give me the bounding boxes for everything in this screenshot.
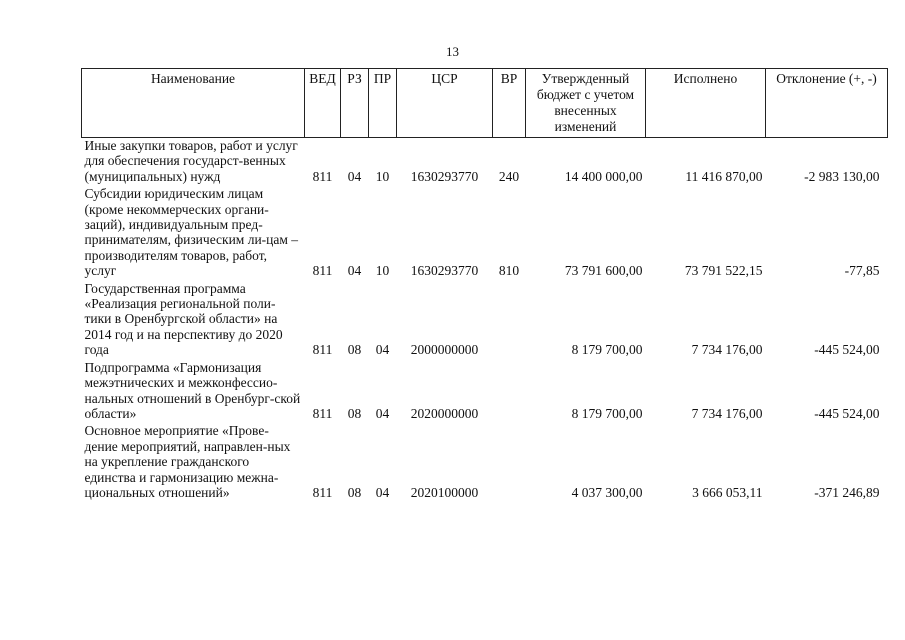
row-rz: 08 bbox=[347, 342, 362, 358]
row-executed: 7 734 176,00 bbox=[691, 405, 763, 421]
row-rz: 08 bbox=[347, 484, 362, 500]
table-row bbox=[82, 423, 888, 502]
table-row bbox=[82, 138, 888, 187]
row-pr: 04 bbox=[375, 405, 390, 421]
budget-execution-table bbox=[81, 68, 888, 502]
row-deviation: -445 524,00 bbox=[814, 342, 880, 358]
row-csr: 2020100000 bbox=[410, 484, 479, 500]
header-row bbox=[82, 69, 888, 138]
row-deviation: -2 983 130,00 bbox=[804, 168, 880, 184]
row-vr: 810 bbox=[498, 263, 520, 279]
header-deviation: Отклонение (+, -) bbox=[766, 69, 888, 138]
row-executed: 11 416 870,00 bbox=[685, 168, 763, 184]
row-name: Иные закупки товаров, работ и услуг для обеспечения государст-венных (муниципальных) нужд bbox=[84, 138, 298, 184]
row-csr: 1630293770 bbox=[410, 168, 479, 184]
row-ved: 811 bbox=[312, 405, 333, 421]
row-rz: 04 bbox=[347, 263, 362, 279]
row-name: Основное мероприятие «Прове-дение мероприятий, направлен-ных на укрепление гражданского единства и гармонизацию межна-циональных отношений» bbox=[84, 423, 291, 500]
row-approved: 8 179 700,00 bbox=[571, 342, 643, 358]
row-vr: 240 bbox=[498, 168, 520, 184]
row-name: Субсидии юридическим лицам (кроме некоммерческих органи-заций), индивидуальным пред-принимателям, физическим ли-цам – производителям товаров, работ, услуг bbox=[84, 186, 299, 279]
row-executed: 7 734 176,00 bbox=[691, 342, 763, 358]
row-csr: 1630293770 bbox=[410, 263, 479, 279]
row-executed: 3 666 053,11 bbox=[692, 484, 763, 500]
row-vr bbox=[493, 423, 526, 502]
row-csr: 2020000000 bbox=[410, 405, 479, 421]
page-number: 13 bbox=[446, 44, 459, 59]
row-rz: 04 bbox=[347, 168, 362, 184]
row-approved: 8 179 700,00 bbox=[571, 405, 643, 421]
row-csr: 2000000000 bbox=[410, 342, 479, 358]
row-pr: 10 bbox=[375, 168, 390, 184]
row-vr bbox=[493, 281, 526, 360]
header-ved: ВЕД bbox=[305, 69, 341, 138]
row-ved: 811 bbox=[312, 484, 333, 500]
table-row bbox=[82, 281, 888, 360]
row-approved: 4 037 300,00 bbox=[571, 484, 643, 500]
table-header bbox=[82, 69, 888, 138]
row-ved: 811 bbox=[312, 263, 333, 279]
row-pr: 04 bbox=[375, 342, 390, 358]
row-ved: 811 bbox=[312, 342, 333, 358]
header-executed: Исполнено bbox=[646, 69, 766, 138]
header-name: Наименование bbox=[82, 69, 305, 138]
header-rz: РЗ bbox=[341, 69, 369, 138]
row-pr: 10 bbox=[375, 263, 390, 279]
row-pr: 04 bbox=[375, 484, 390, 500]
table-body bbox=[82, 138, 888, 503]
table-row bbox=[82, 186, 888, 280]
row-deviation: -371 246,89 bbox=[814, 484, 880, 500]
row-approved: 73 791 600,00 bbox=[564, 263, 643, 279]
row-executed: 73 791 522,15 bbox=[684, 263, 763, 279]
row-deviation: -445 524,00 bbox=[814, 405, 880, 421]
row-vr bbox=[493, 360, 526, 424]
header-vr: ВР bbox=[493, 69, 526, 138]
row-approved: 14 400 000,00 bbox=[564, 168, 643, 184]
header-approved: Утвержденный бюджет с учетом внесенных изменений bbox=[526, 69, 646, 138]
header-csr: ЦСР bbox=[397, 69, 493, 138]
row-ved: 811 bbox=[312, 168, 333, 184]
header-pr: ПР bbox=[369, 69, 397, 138]
row-name: Подпрограмма «Гармонизация межэтнических и межконфессио-нальных отношений в Оренбург-ской области» bbox=[84, 359, 301, 421]
row-deviation: -77,85 bbox=[844, 263, 880, 279]
row-rz: 08 bbox=[347, 405, 362, 421]
table-row bbox=[82, 360, 888, 424]
row-name: Государственная программа «Реализация региональной поли-тики в Оренбургской области» на 2014 год и на перспективу до 2020 года bbox=[84, 280, 283, 358]
